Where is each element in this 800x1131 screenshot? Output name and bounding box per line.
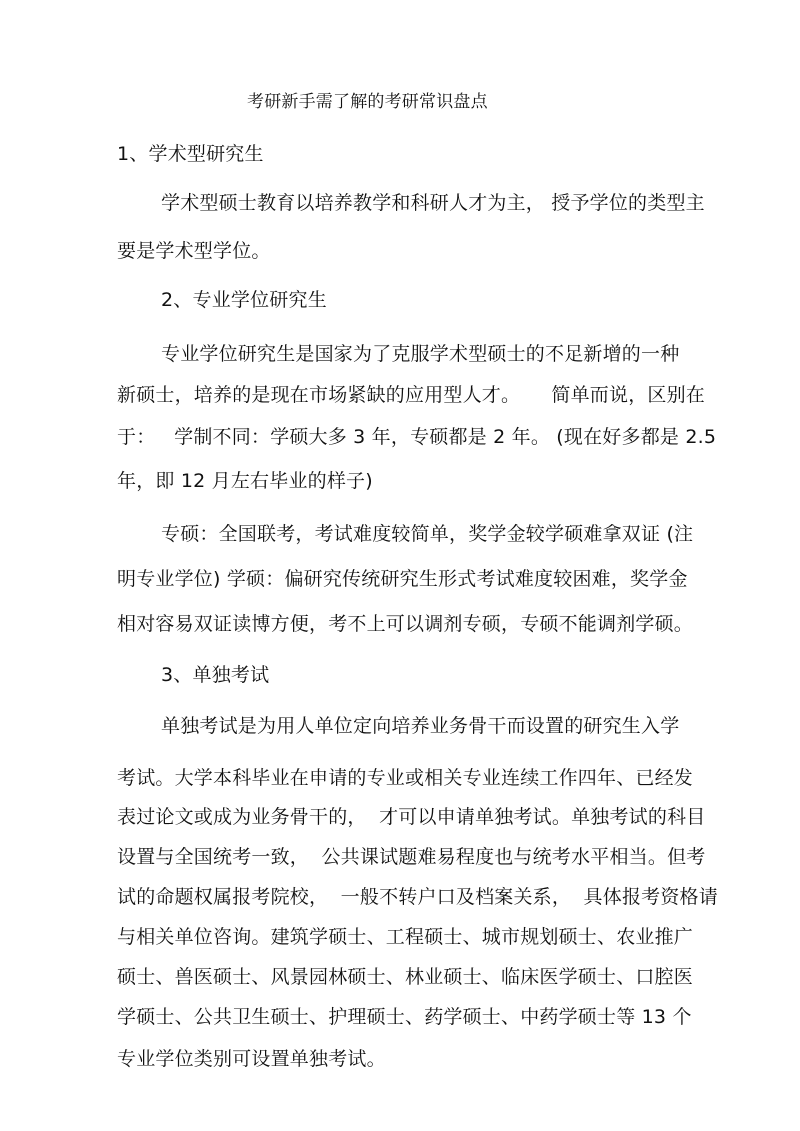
paragraph-line: 专业学位研究生是国家为了克服学术型硕士的不足新增的一种 [161,343,680,365]
document-title: 考研新手需了解的考研常识盘点 [247,92,488,112]
paragraph-line: 专硕：全国联考，考试难度较简单，奖学金较学硕难拿双证 (注 [161,523,694,545]
paragraph-line: 试的命题权属报考院校， 一般不转户口及档案关系， 具体报考资格请 [117,886,718,908]
section-heading-3: 3、单独考试 [161,664,270,686]
section-heading-2: 2、专业学位研究生 [161,289,327,311]
paragraph-line: 单独考试是为用人单位定向培养业务骨干而设置的研究生入学 [161,715,680,737]
paragraph-line: 与相关单位咨询。建筑学硕士、工程硕士、城市规划硕士、农业推广 [117,926,694,948]
paragraph-line: 专业学位类别可设置单独考试。 [117,1048,386,1070]
paragraph-line: 硕士、兽医硕士、风景园林硕士、林业硕士、临床医学硕士、口腔医 [117,966,694,988]
paragraph-line: 表过论文或成为业务骨干的， 才可以申请单独考试。单独考试的科目 [117,806,706,828]
paragraph-line: 新硕士，培养的是现在市场紧缺的应用型人才。 简单而说，区别在 [117,384,705,406]
section-heading-1: 1、学术型研究生 [117,143,264,165]
paragraph-line: 设置与全国统考一致， 公共课试题难易程度也与统考水平相当。但考 [117,846,706,868]
paragraph-line: 学术型硕士教育以培养教学和科研人才为主， 授予学位的类型主 [161,192,705,214]
paragraph-line: 相对容易双证读博方便，考不上可以调剂专硕，专硕不能调剂学硕。 [117,613,694,635]
paragraph-line: 学硕士、公共卫生硕士、护理硕士、药学硕士、中药学硕士等 13 个 [117,1006,692,1028]
paragraph-line: 年，即 12 月左右毕业的样子) [117,470,373,492]
paragraph-line: 于： 学制不同：学硕大多 3 年，专硕都是 2 年。 (现在好多都是 2.5 [117,426,717,448]
paragraph-line: 考试。大学本科毕业在申请的专业或相关专业连续工作四年、已经发 [117,767,694,789]
paragraph-line: 要是学术型学位。 [117,240,271,262]
paragraph-line: 明专业学位) 学硕：偏研究传统研究生形式考试难度较困难，奖学金 [117,568,688,590]
